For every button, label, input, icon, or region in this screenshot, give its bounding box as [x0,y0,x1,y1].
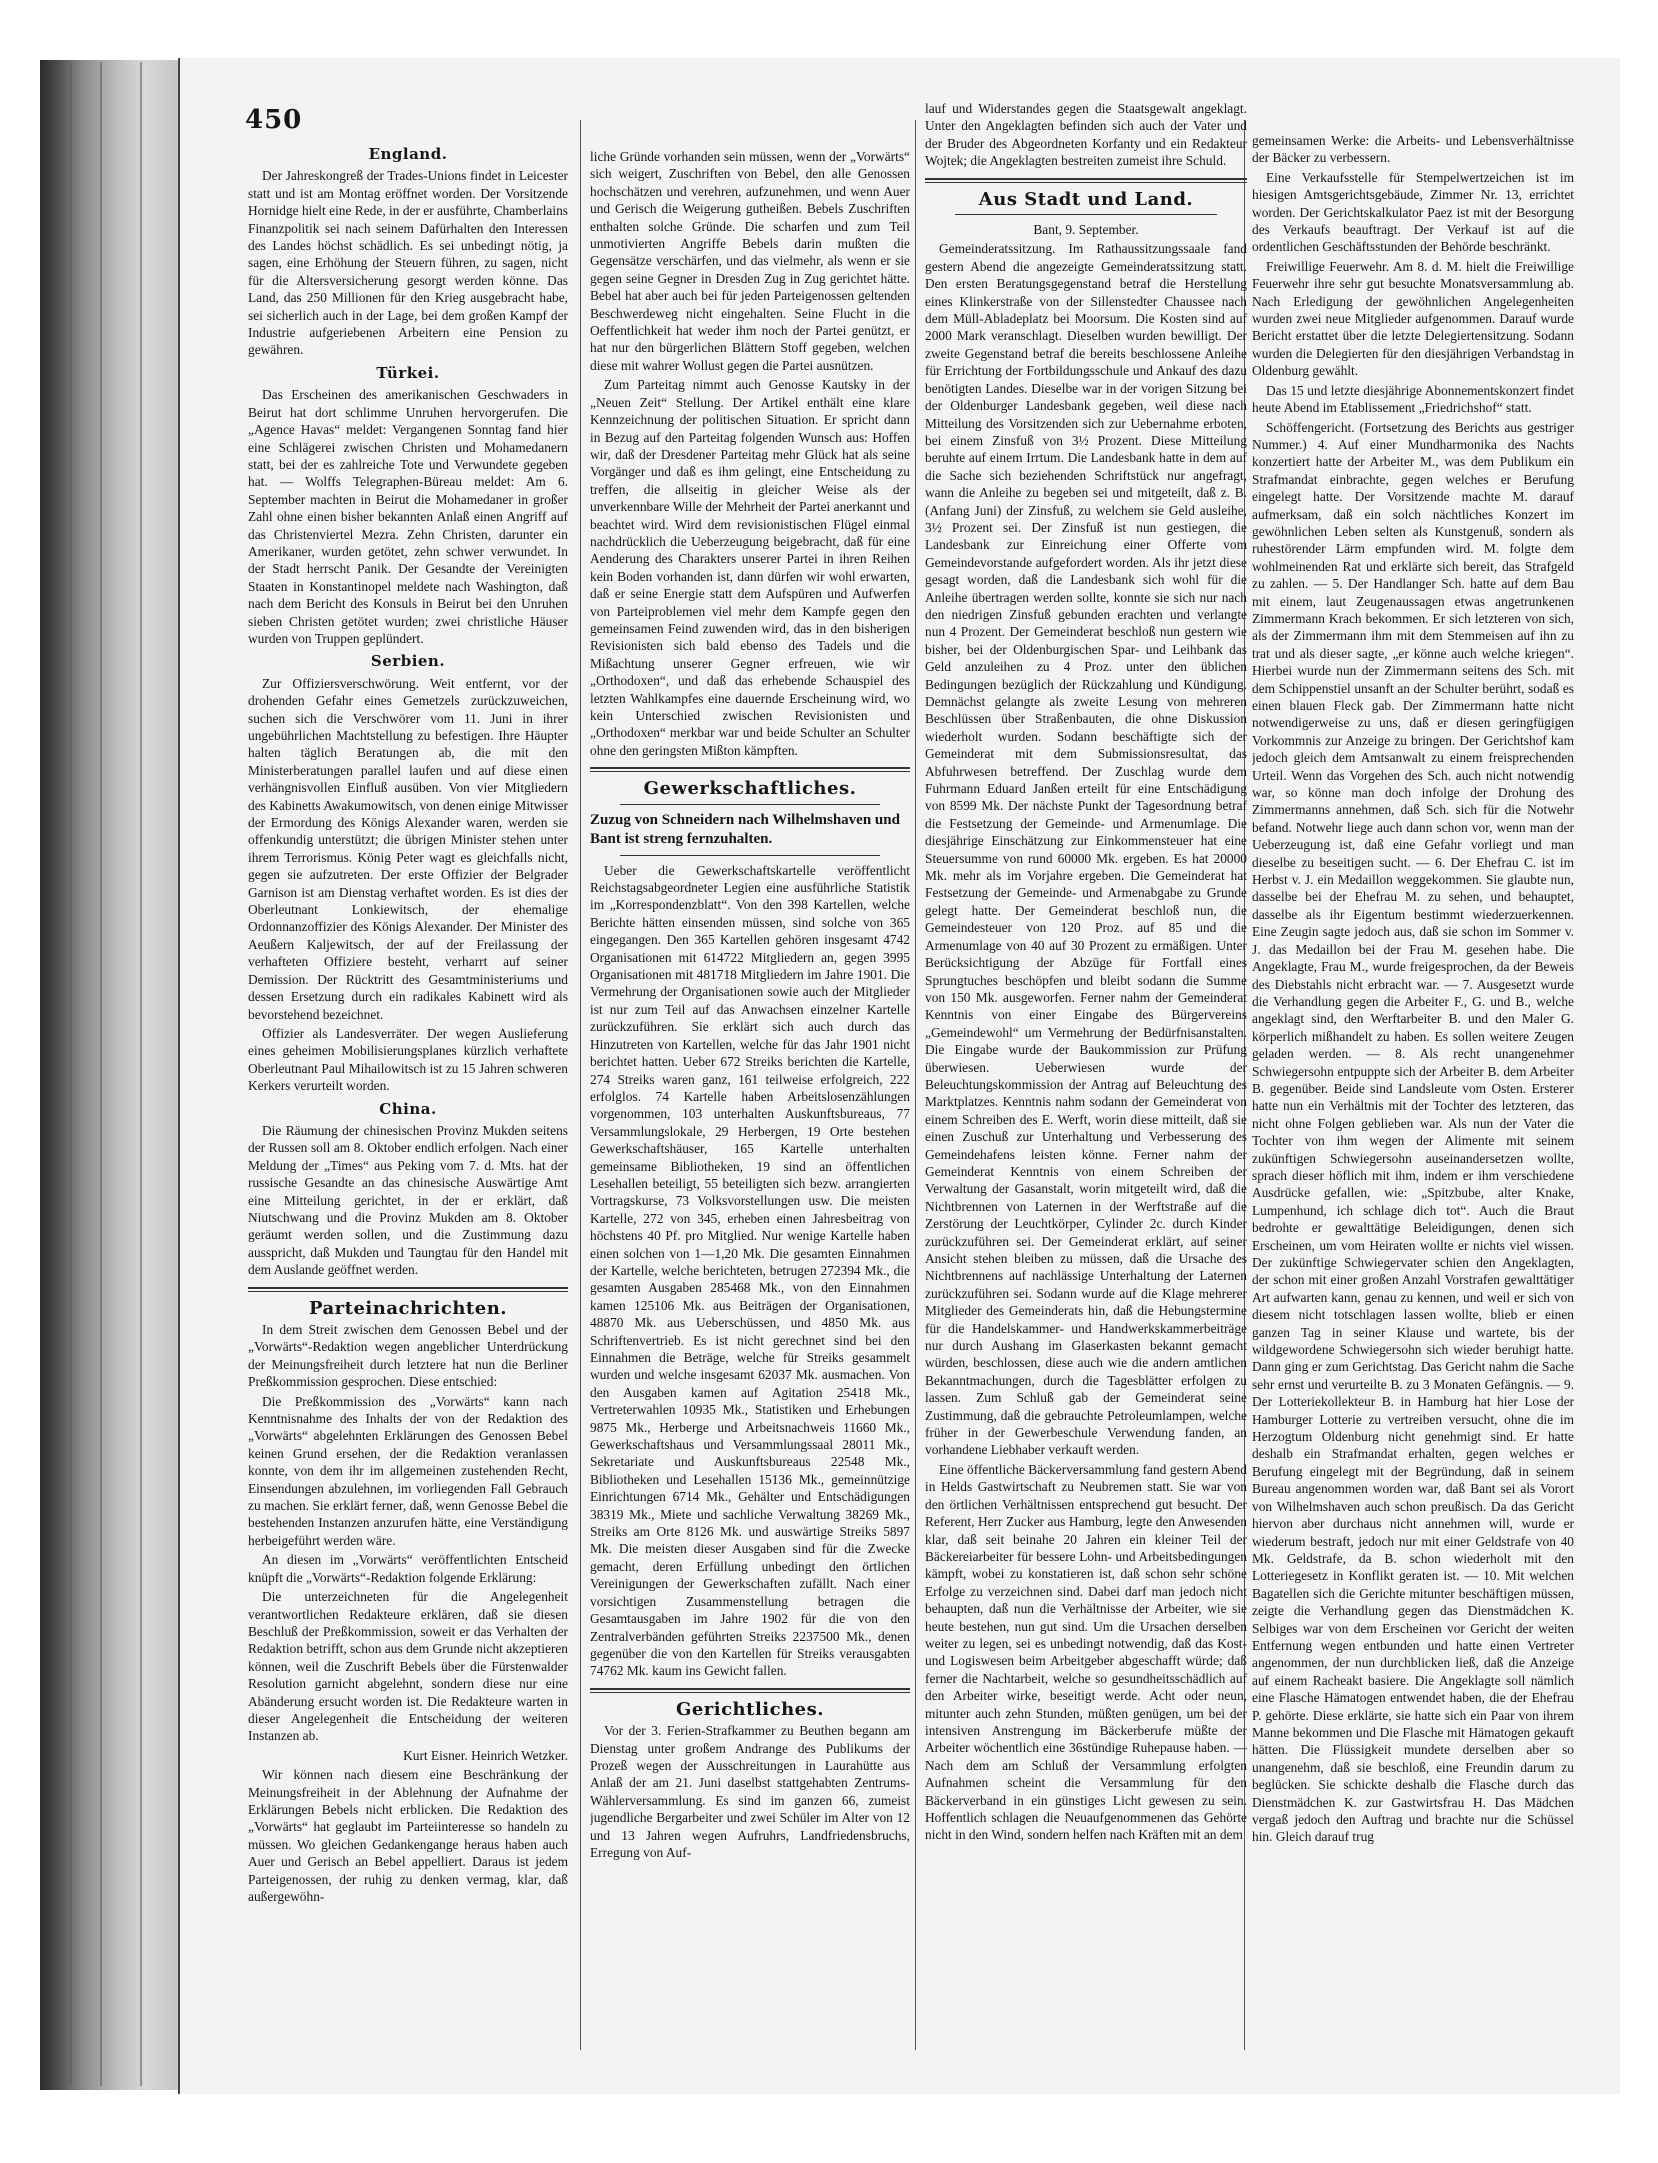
article-serbien-2: Offizier als Landesverräter. Der wegen Auslieferung eines geheimen Mobilisierungsplanes kürzlich verhaftete Oberleutnant Paul Mihailowitsch ist zu 15 Jahren schweren Kerkers verurteilt worden. [248,1025,568,1094]
spine-edge-line [140,62,142,2086]
section-divider [925,178,1247,183]
section-divider [620,804,880,805]
section-heading-serbien: Serbien. [370,652,446,671]
article-beuthen: Vor der 3. Ferien-Strafkammer zu Beuthen begann am Dienstag unter großem Andrange des Publikums der Prozeß wegen der Ausschreitungen in Laurahütte aus Anlaß der am 21. Juni daselbst stattgehabten Zentrums-Wählerversammlung. Es sind im ganzen 66, zumeist jugendliche Bergarbeiter und zwei Schüler im Alter von 12 und 13 Jahren wegen Aufruhrs, Landfriedensbruchs, Erregung von Auf- [590,1723,910,1860]
section-divider [955,214,1217,215]
article-kautsky: Zum Parteitag nimmt auch Genosse Kautsky in der „Neuen Zeit“ Stellung. Der Artikel enthält eine klare Kennzeichnung der politischen Situation. Er spricht dann in Bezug auf den Parteitag folgenden Wunsch aus: Hoffen wir, daß der Dresdener Parteitag mehr Glück hat als seine Vorgänger und daß es ihm gelingt, eine Entscheidung zu treffen, die allseitig in gleicher Weise als der unverkennbare Wille der Mehrheit der Partei anerkannt und beachtet wird. Wird dem revisionistischen Flügel einmal nachdrücklich die Ueberzeugung beigebracht, daß für eine Aenderung des Charakters unserer Partei in ihren Reihen kein Boden vorhanden ist, dann dürfen wir wohl erwarten, daß er seine Energie statt dem Aufspüren und Aufwerfen von Parteiproblemen viel mehr dem Kampfe gegen den gemeinsamen Feind zuwenden wird, das in den bisherigen Revisionisten sich bald ebenso des Tadels und die Mißachtung unserer Gegner erfreuen, wie wir „Orthodoxen“, und daß das erhebende Schauspiel des letzten Wahlkampfes eine dauernde Erscheinung wird, wo kein Unterschied zwischen Revisionisten und „Orthodoxen“ merkbar war und beide Schulter an Schulter ohne den geringsten Mißton kämpften. [590,377,910,758]
article-gewerkschaftskartelle: Ueber die Gewerkschaftskartelle veröffentlicht Reichstagsabgeordneter Legien eine ausführliche Statistik im „Korrespondenzblatt“. Von den 398 Kartellen, welche Berichte hätten einsenden müssen, sind solche von 365 eingegangen. Den 365 Kartellen gehören insgesamt 4742 Organisationen mit 614722 Mitgliedern an, gegen 3995 Organisationen mit 481718 Mitgliedern im Jahre 1901. Die Vermehrung der Organisationen sowie auch der Mitglieder ist nur zum Teil auf das Anwachsen einzelner Kartelle zurückzuführen. Sie erklärt sich auch durch das Hinzutreten von Kartellen, welche für das Jahr 1901 nicht berichtet hatten. Ueber 672 Streiks berichten die Kartelle, 274 Streiks waren ganz, 161 teilweise erfolgreich, 222 erfolglos. 74 Kartelle haben Arbeitslosenzählungen vorgenommen, 103 unterhalten Auskunftsbureaus, 77 Versammlungslokale, 29 Herbergen, 19 Orte bestehen Gewerkschaftshäuser, 165 Kartelle unterhalten gemeinsame Bibliotheken, 19 sind an öffentlichen Lesehallen beteiligt, 55 beteiligten sich bezw. arrangierten Vortragskurse, 73 Volksvorstellungen usw. Die meisten Kartelle, 272 von 345, erheben einen Jahresbeitrag von höchstens 40 Pf. pro Mitglied. Nur wenige Kartelle haben einen solchen von 1—1,20 Mk. Die gesamten Einnahmen der Kartelle, welche berichteten, betrugen 272394 Mk., die gesamten Ausgaben 285468 Mk., von den Einnahmen kamen 125106 Mk. aus Beiträgen der Organisationen, 48870 Mk. aus Ueberschüssen, und 4850 Mk. aus Schriftenvertrieb. Es ist nicht gerechnet sind bei den Einnahmen die Beträge, welche für Streiks gesammelt wurden und welche insgesamt 62037 Mk. ausmachen. Von den Ausgaben kamen auf Agitation 25418 Mk., Vertreterwahlen 10935 Mk., Statistiken und Erhebungen 9875 Mk., Herberge und Arbeitsnachweis 11660 Mk., Gewerkschaftshaus und Versammlungssaal 28011 Mk., Sekretariate und Auskunftsbureaus 22548 Mk., Bibliotheken und Lesehallen 15136 Mk., gemeinnützige Einrichtungen 6714 Mk., Gehälter und Entschädigungen 38319 Mk., Miete und sachliche Verwaltung 38269 Mk., Streiks am Orte 8126 Mk. und auswärtige Streiks 5897 Mk. Die meisten dieser Ausgaben sind für die Zwecke gemacht, deren Erfüllung unbedingt den örtlichen Vereinigungen der Gewerkschaften zufällt. Nach einer vorsichtigen Zusammenstellung betragen die Gesamtausgaben im Jahre 1902 für die von den Zentralverbänden geführten Streiks 2237500 Mk., denen gegenüber die von den Kartellen für Streiks verausgabten 74762 Mk. kaum ins Gewicht fallen. [590,862,910,1679]
spine-edge-line [70,62,72,2086]
column-1 [248,140,568,2040]
dateline: Bant, 9. September. [1033,222,1139,238]
article-abonnementskonzert: Das 15 und letzte diesjährige Abonnementskonzert findet heute Abend im Etablissement „Friedrichshof“ statt. [1252,382,1574,416]
headline-zuzug: Zuzug von Schneidern nach Wilhelmshaven und Bant ist streng fernzuhalten. [590,811,900,847]
article-verkaufsstelle: Eine Verkaufsstelle für Stempelwertzeichen ist im hiesigen Amtsgerichtsgebäude, Zimmer Nr. 13, errichtet worden. Der Gerichtskalkulator Paez ist mit der Besorgung des Verkaufs beauftragt. Der Verkauf ist auf die ordentlichen Geschäftsstunden der Behörde beschränkt. [1252,169,1574,255]
section-divider [248,1287,568,1292]
article-partei-signature: Kurt Eisner. Heinrich Wetzker. [403,1747,568,1763]
article-china: Die Räumung der chinesischen Provinz Mukden seitens der Russen soll am 8. Oktober endlich erfolgen. Nach einer Meldung der „Times“ aus Peking vom 7. d. Mts. hat der russische Gesandte an das chinesische Auswärtige Amt eine Mitteilung gerichtet, in der er erklärt, daß Niutschwang und die Provinz Mukden am 8. Oktober geräumt werden sollen, und die Zustimmung dazu ausspricht, daß Mukden und Taungtau für den Handel mit dem Auslande geöffnet werden. [248,1122,568,1278]
article-partei-2: Die Preßkommission des „Vorwärts“ kann nach Kenntnisnahme des Inhalts der von der Redaktion des „Vorwärts“ abgelehnten Erklärungen des Genossen Bebel keinen Grund ersehen, der die Redaktion veranlassen konnte, von dem ihr im allgemeinen zustehenden Recht, Einsendungen abzulehnen, im vorliegenden Fall Gebrauch zu machen. Sie erklärt ferner, daß, wenn Genosse Bebel die bestehenden Instanzen anzurufen hätte, eine Verständigung herbeigeführt werden wäre. [248,1393,568,1548]
article-beuthen-continued: lauf und Widerstandes gegen die Staatsgewalt angeklagt. Unter den Angeklagten befinden sich auch der Vater und der Bruder des Abgeordneten Korfanty und ein Redakteur Wojtek; die Angeklagten bestreiten zumeist ihre Schuld. [925,101,1247,169]
page-number: 450 [245,105,303,135]
section-heading-china: China. [379,1099,437,1118]
column-3 [925,100,1247,2000]
article-partei-5: Wir können nach diesem eine Beschränkung der Meinungsfreiheit in der Ablehnung der Aufnahme der Erklärungen Bebels nicht erblicken. Die Redaktion des „Vorwärts“ hat geglaubt im Parteiinteresse so handeln zu müssen. Wo gleichen Gedankengange heraus haben auch Auer und Gerisch an Bebel appelliert. Daraus ist jedem Parteigenossen, der ruhig zu denken vermag, klar, daß außergewöhn- [248,1767,568,1904]
article-schoeffengericht: Schöffengericht. (Fortsetzung des Berichts aus gestriger Nummer.) 4. Auf einer Mundharmonika des Nachts konzertiert hatte der Arbeiter M., was dem Publikum ein Strafmandat einbrachte, gegen welches er Berufung eingelegt hatte. Der Vorsitzende machte M. darauf aufmerksam, daß ein solch nächtliches Konzert im gewöhnlichen Leben selten als Kunstgenuß, sondern als ruhestörender Lärm empfunden wird. M. folgte dem wohlmeinenden Rat und erklärte sich bereit, das Strafgeld zu zahlen. — 5. Der Handlanger Sch. hatte auf dem Bau mit einem, laut Zeugenaussagen etwas angetrunkenen Zimmermann Krach bekommen. Er sich letzteren von sich, als der Zimmermann ihm mit dem Stemmeisen auf ihn zu trat und als dieser sagte, „er könne auch welche kriegen“. Hierbei wurde nun der Zimmermann seitens des Sch. mit dem Schippenstiel unsanft an der Schulter berührt, sodaß es einen blauen Fleck gab. Der Zimmermann hatte nicht notwendigerweise zu uns, daß er diesen geringfügigen Vorkommnis zur Anzeige zu bringen. Der Gerichtshof kam jedoch gleich dem Amtsanwalt zu einem freisprechenden Urteil. Wenn das Vorgehen des Sch. auch nicht notwendig war, so könne man doch infolge der Drohung des Zimmermanns annehmen, daß Sch. sich für die Notwehr befand. Notwehr liege auch dann schon vor, wenn man der Ueberzeugung ist, daß eine Gefahr vorliegt und man dieselbe zu beseitigen sucht. — 6. Der Ehefrau C. ist im Herbst v. J. ein Medaillon weggekommen. Sie glaubte nun, dasselbe bei der Ehefrau M. zu sehen, und behauptet, dasselbe als ihr Eigentum bestimmt wiederzuerkennen. Eine Zeugin sagte jedoch aus, daß sie schon im Sommer v. J. das Medaillon bei der Frau M. gesehen habe. Die Angeklagte, Frau M., wurde freigesprochen, da der Beweis des Diebstahls nicht erbracht war. — 7. Ausgesetzt wurde die Verhandlung gegen die Arbeiter F., G. und B., welche angeklagt sind, den Werftarbeiter B. und den Maler G. körperlich mißhandelt zu haben. Es sollen weitere Zeugen geladen werden. — 8. Als recht unangenehmer Schwiegersohn entpuppte sich der Arbeiter B. dem Arbeiter B. gegenüber. Beide sind Landsleute vom Osten. Ersterer hatte nun ein Verhältnis mit der Tochter des letzteren, das nicht ohne Folgen geblieben war. Als nun der Vater die Tochter von ihm wegen der Alimente mit seinem zukünftigen Schwiegersohn auseinandersetzen wollte, sprach dieser höflich mit ihm, indem er ihm verschiedene Ausdrücke gefallen, wie: „Spitzbube, alter Knake, Lumpenhund, ich schlage dich tot“. Auch die Braut bedrohte er gewalttätige Beleidigungen, denen sich Erscheinen, um vom Heiraten wollte er nichts viel wissen. Der zukünftige Schwiegervater schien den Angeklagten, der schon mit einer großen Anzahl Vorstrafen gewalttätiger Art aufwarten kann, genau zu kennen, und weil er sich von diesem nicht totschlagen lassen wollte, blieb er einen ganzen Tag in seiner Klause und wartete, bis der wildgewordene Schwiegersohn sich wieder beruhigt hatte. Dann ging er zum Gerichtstag. Das Gericht nahm die Sache sehr ernst und verurteilte B. zu 3 Monaten Gefängnis. — 9. Der Lotteriekollekteur B. in Hamburg hat hier Lose der Hamburger Lotterie zu vertreiben versucht, ohne die im Herzogtum Oldenburg nicht genehmigt sind. Er hatte deshalb ein Strafmandat erhalten, gegen welches er Berufung eingelegt mit der Begründung, daß in seinem Bureau angenommen worden war, daß Bant sei als Vorort von Wilhelmshaven auch schon preußisch. Da das Gericht hiervon aber durchaus nicht annehmen will, wurde er wiederum bestraft, jedoch nur mit einer Geldstrafe von 40 Mk. Geldstrafe, da B. schon wiederholt mit den Lotteriegesetz in Konflikt geraten ist. — 10. Mit welchen Bagatellen sich die Gerichte mitunter beschäftigen müssen, zeigte die Verhandlung gegen das Dienstmädchen K. Selbiges war von dem Erscheinen vor Gericht der weiten Entfernung wegen entbunden und hatte einen Vertreter angenommen, der nun durchblicken ließ, daß die Anzeige auf einem Racheakt basiere. Die Angeklagte soll nämlich eine Flasche Hämatogen entwendet haben, die der Ehefrau P. gehörte. Diese erklärte, sie hatte sich ein Paar von ihrem Manne bekommen und Die Flasche mit Hämatogen gekauft hätten. Die Flüssigkeit mundete derselben aber so unangenehm, daß sie beschloß, eine Freundin darum zu beglücken. Sie schickte deshalb die Flasche durch das Dienstmädchen K. zur Gastwirtsfrau H. Das Mädchen vergaß jedoch den Auftrag und brachte nur die Schüssel hin. Gleich darauf trug [1252,419,1574,1845]
article-tuerkei: Das Erscheinen des amerikanischen Geschwaders in Beirut hat dort schlimme Unruhen hervorgerufen. Die „Agence Havas“ meldet: Vergangenen Sonntag fand hier eine Schlägerei zwischen Christen und Mohamedanern statt, bei der es zahlreiche Tote und Verwundete gegeben hat. — Wolffs Telegraphen-Büreau meldet: Am 6. September machten in Beirut die Mohamedaner in großer Zahl ohne einen bisher bekannten Anlaß einen Angriff auf das Christenviertel Mezra. Zehn Christen, darunter ein Amerikaner, wurden getötet, zehn schwer verwundet. In der Stadt herrscht Panik. Der Gesandte der Vereinigten Staaten in Konstantinopel meldete nach Washington, daß nach dem Bericht des Konsuls in Beirut bei den Unruhen sieben Christen getötet wurden; zwei christliche Häuser wurden von Truppen geplündert. [248,387,568,646]
section-divider [590,1688,910,1693]
section-heading-tuerkei: Türkei. [376,363,440,382]
article-feuerwehr: Freiwillige Feuerwehr. Am 8. d. M. hielt die Freiwillige Feuerwehr ihre sehr gut besuchte Monatsversammlung ab. Nach Erledigung der gewöhnlichen Angelegenheiten wurden zwei neue Mitglieder aufgenommen. Darauf wurde Bericht erstattet über die letzte Delegiertensitzung. Sodann wurden die Delegierten für den diesjährigen Verbandstag in Oldenburg gewählt. [1252,258,1574,379]
section-heading-gerichtliches: Gerichtliches. [675,1698,825,1720]
column-rule [915,120,916,2050]
section-divider [590,767,910,772]
article-gemeinderatssitzung: Gemeinderatssitzung. Im Rathaussitzungssaale fand gestern Abend die angezeigte Gemeinderatssitzung statt. Den ersten Beratungsgegenstand betraf die Herstellung eines Klinkerstraße von der Sillenstedter Chaussee nach dem Müll-Abladeplatz bei Moorsum. Die Kosten sind auf 2000 Mark veranschlagt. Dieselben wurden bewilligt. Der zweite Gegenstand betraf die bereits beschlossene Anleihe für Errichtung der Fortbildungsschule und Ankauf des dazu benötigten Landes. Dieselbe war in der vorigen Sitzung bei der Oldenburger Landesbank gegeben, weil diese nach Mitteilung des Vorsitzenden sich zur Uebernahme erboten, bei einem Zinsfuß von 3½ Prozent. Diese Mitteilung beruhte auf einem Irrtum. Die Landesbank hatte in dem auf die Sache sich beziehenden Schriftstück nur angefragt, wann die Anleihe zu begeben sei und mitgeteilt, daß z. B. (Anfang Juni) der Zinsfuß, zu welchem sie Geld ausleihe, 3½ Prozent sei. Der Zinsfuß ist nun gestiegen, die Landesbank zur Einreichung einer Offerte vom Gemeindevorstande aufgefordert worden. Als ihr jetzt diese gesagt worden, daß die Landesbank sich wohl für die Anleihe übertragen werden sollte, konnte sie sich nur nach den niedrigen Zinsfuß gebunden erachten und verlangte nun 4 Prozent. Der Gemeinderat beschloß nun gestern wie bisher, bei der Oldenburgischen Spar- und Leihbank das Geld anzuleihen zu 4 Proz. unter den üblichen Bedingungen bezüglich der Rückzahlung und Kündigung. Demnächst gelangte als zweite Lesung von mehreren Beschlüssen über Straßenbauten, die ohne Diskussion wiederholt wurden. Sodann beschäftigte sich der Gemeinderat mit dem Submissionsresultat, das Abfuhrwesen betreffend. Der Zuschlag wurde dem Fuhrmann Eduard Janßen erteilt für eine Entschädigung von 8599 Mk. Der nächste Punkt der Tagesordnung betraf die Festsetzung der Gemeinde- und Armenumlage. Die diesjährige Einschätzung zur Einkommensteuer hat eine Steuersumme von rund 60000 Mk. ergeben. Es hat 20000 Mk. mehr als im Vorjahre ergeben. Die Gemeinderat hat Festsetzung der Gemeinde- und Armenabgabe zu Grunde gelegt hatte. Der Gemeinderat beschloß nun, die Gemeindesteuer von 120 Proz. auf 85 und die Armenumlage von 40 auf 30 Prozent zu ermäßigen. Unter Berücksichtigung der Abzüge für Fortfall eines Sprungtuches beschöpfen und bleibt sodann die Summe von 150 Mk. ausgeworfen. Ferner nahm der Gemeinderat Kenntnis von einer Eingabe des Bürgervereins „Gemeindewohl“ um Vermehrung der Bedürfnisanstalten. Die Eingabe wurde der Baukommission zur Prüfung überwiesen. Ueberwiesen wurde der Beleuchtungskommission der Antrag auf Beleuchtung des Marktplatzes. Kenntnis nahm sodann der Gemeinderat von einem Schreiben des E. Werft, worin diese mitteilt, daß sie einen Zuschuß zur Unterhaltung und Verbesserung des Gemeindehafens leisten könne. Ferner nahm der Gemeinderat Kenntnis von einem Schreiben der Verwaltung der Gasanstalt, worin mitgeteilt wird, daß die Nichtbrennen von Laternen in der Werftstraße auf die Zerstörung der Leuchtkörper, Cylinder 2c. durch Kinder zurückzuführen sei. Der Gemeinderat erklärt, auf seiner Ansicht stehen bleiben zu müssen, daß die Ursache des Nichtbrennens auf nachlässige Unterhaltung der Laternen zurückzuführen sei. Sodann wurde auf die Klage mehrerer Mitglieder des Gemeinderats hin, daß die Hebungstermine für die Handelskammer- und Handwerkskammerbeiträge nur durch Aushang im Glaserkasten bekannt gemacht würden, beschlossen, diese auch wie die andern amtlichen Bekanntmachungen, durch die Tagesblätter erfolgen zu lassen. Zum Schluß gab der Gemeinderat seine Zustimmung, daß die gebrauchte Petroleumlampen, welche früher in der Gewerbeschule Verwendung fanden, an vorhandene Liebhaber verkauft werden. [925,241,1247,1458]
article-england: Der Jahreskongreß der Trades-Unions findet in Leicester statt und ist am Montag eröffnet worden. Der Vorsitzende Hornidge hielt eine Rede, in der er ausführte, Chamberlains Finanzpolitik sei nach seinem Dafürhalten den Interessen des Landes höchst schädlich. Es sei unbedingt nötig, ja sagen, eine Erhöhung der Steuern führen, zu sagen, nicht für die Altersversicherung gesorgt werden könne. Das Land, das 250 Millionen für den Krieg ausgebracht habe, sei sicherlich auch in der Lage, bei dem großen Kampf der Industrie aufgeriebenen Arbeitern eine Pension zu gewähren. [248,168,568,358]
book-spine [40,60,180,2090]
section-heading-gewerkschaftliches: Gewerkschaftliches. [643,778,857,800]
article-partei-1: In dem Streit zwischen dem Genossen Bebel und der „Vorwärts“-Redaktion wegen angeblicher Unterdrückung der Meinungsfreiheit durch letztere hat nun die Berliner Preßkommission gesprochen. Diese entschied: [248,1322,568,1390]
article-baecker-continued: gemeinsamen Werke: die Arbeits- und Lebensverhältnisse der Bäcker zu verbessern. [1252,133,1574,166]
column-rule [580,120,581,2050]
article-partei-continued: liche Gründe vorhanden sein müssen, wenn der „Vorwärts“ sich weigert, Zuschriften von Bebel, den alle Genossen hochschätzen und verehren, aufzunehmen, und wenn Auer und Gerisch die Weigerung gutheißen. Bebels Zuschriften enthalten solche Gründe. Die scharfen und zum Teil unmotivierten Angriffe Bebels darin mußten die Gegensätze verschärfen, und das vielmehr, als wenn er sie gegen seine Gegner in Dresden Zug in Zug gerichtet hätte. Bebel hat aber auch bei für jeden Parteigenossen geltenden Beschwerdeweg nicht eingehalten. Seine Flucht in die Oeffentlichkeit hat weder ihm noch der Partei genützt, er hat nur den bürgerlichen Blättern Stoff gegeben, welchen diese mit wahrer Wollust gegen die Partei ausnützen. [590,149,910,373]
section-heading-parteinachrichten: Parteinachrichten. [308,1297,508,1319]
article-partei-4: Die unterzeichneten für die Angelegenheit verantwortlichen Redakteure erklären, daß sie diesen Beschluß der Preßkommission, soweit er das Verhalten der Redaktion betrifft, schon aus dem Grunde nicht akzeptieren können, weil die Zuschrift Bebels über die Fürstenwalder Resolution garnicht abgelehnt, sondern diese nur eine Abänderung ersucht worden ist. Die Redakteure warten in dieser Angelegenheit die Entscheidung der weiteren Instanzen ab. [248,1589,568,1744]
column-4 [1252,132,1574,2032]
section-heading-england: England. [368,145,448,163]
article-partei-3: An diesen im „Vorwärts“ veröffentlichten Entscheid knüpft die „Vorwärts“-Redaktion folgende Erklärung: [248,1552,568,1585]
section-heading-aus-stadt-und-land: Aus Stadt und Land. [978,188,1194,210]
spine-edge-line [100,62,102,2086]
article-serbien: Zur Offiziersverschwörung. Weit entfernt, vor der drohenden Gefahr eines Gemetzels zurückzuweichen, suchen sich die Verschwörer vom 11. Juni in ihrer ungebührlichen Machtstellung zu befestigen. Ihre Häupter halten täglich Beratungen ab, die mit den Ministerberatungen parallel laufen und auf diese einen verhängnisvollen Einfluß ausüben. Von vier Mitgliedern des Kabinetts Awakumowitsch, von denen einige Mitwisser der Ermordung des Königs Alexander waren, werden sie offenkundig unterstützt; die übrigen Minister stehen unter ihrem Terrorismus. König Peter wagt es gleichfalls nicht, gegen sie aufzutreten. Der erste Offizier der Belgrader Garnison ist am Dienstag verhaftet worden. Es ist dies der Oberleutnant Lonkiewitsch, der ehemalige Ordonnanzoffizier des Königs Alexander. Der Minister des Aeußern Kaljewitsch, der auf der Freilassung der verhafteten Offiziere besteht, verharrt auf seiner Demission. Der Rücktritt des Gesamtministeriums und dessen Ersetzung durch ein radikales Kabinett wird als bevorstehend bezeichnet. [248,675,568,1022]
column-2 [590,148,910,2048]
section-divider [620,855,880,856]
article-baeckerversammlung: Eine öffentliche Bäckerversammlung fand gestern Abend in Helds Gastwirtschaft zu Neubremen statt. Sie war von den örtlichen Verhältnissen entsprechend gut besucht. Der Referent, Herr Zucker aus Hamburg, legte den Anwesenden klar, daß seit beinahe 20 Jahren ein kleiner Teil der Bäckereiarbeiter für bessere Lohn- und Arbeitsbedingungen kämpft, wobei zu konstatieren ist, daß schon sehr schöne Erfolge zu verzeichnen sind. Dabei darf man jedoch nicht behaupten, daß nun die Verhältnisse der Arbeiter, wie sie heute bestehen, nun gut sind. Um die Ursachen derselben weiter zu legen, sei es unbedingt notwendig, daß das Kost- und Logiswesen beim Arbeitgeber abgeschafft würde; daß ferner die Nachtarbeit, welche so gesundheitsschädlich auf den Arbeiter wirke, beseitigt werde. Acht oder neun, mitunter auch zehn Stunden, müßten genügen, um bei der intensiven Anstrengung im Bäckerberufe müßte der Arbeiter wöchentlich eine 36stündige Ruhepause haben. — Nach dem am Schluß der Versammlung erfolgten Aufnahmen scheint die Versammlung für den Bäckerverband in ein günstiges Licht gewesen zu sein. Hoffentlich schlagen die Neuaufgenommenen das Gehörte nicht in den Wind, sondern helfen nach Kräften mit an dem [925,1461,1247,1843]
